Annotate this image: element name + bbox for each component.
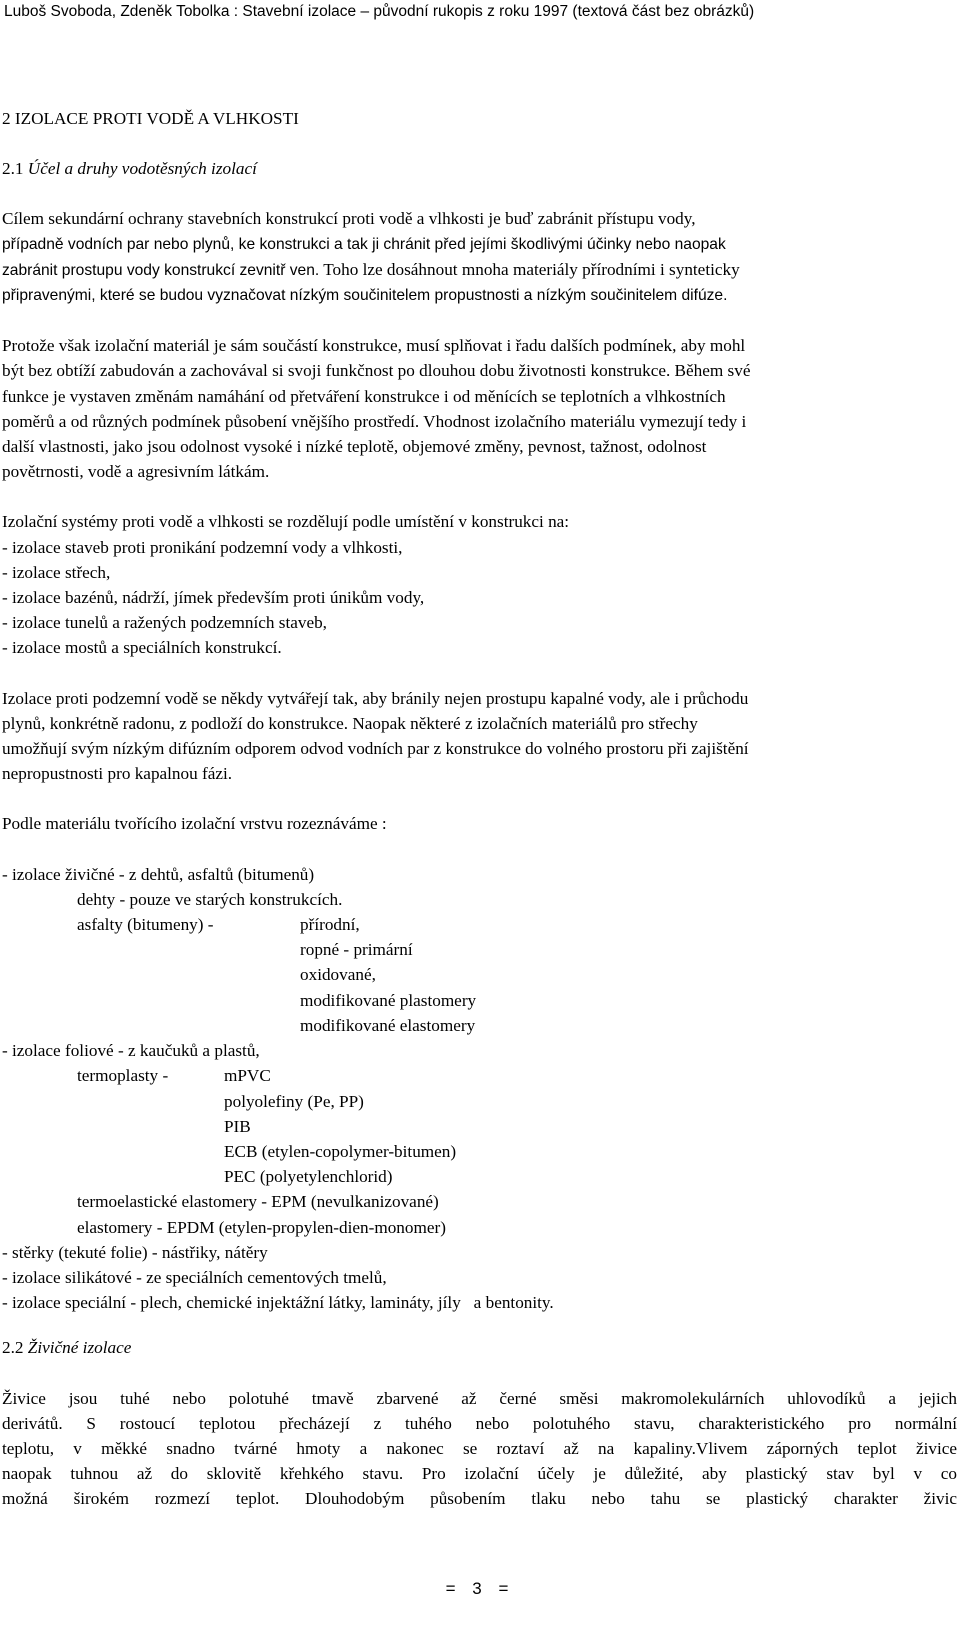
list-item: - izolace staveb proti pronikání podzemní vody a vlhkosti, — [2, 537, 403, 557]
list-item: - izolace střech, — [2, 562, 111, 582]
document-body — [2, 100, 957, 1512]
list-item: - izolace mostů a speciálních konstrukcí. — [2, 638, 282, 658]
text-line — [2, 257, 957, 283]
text-line: nepropustnosti pro kapalnou fázi. — [2, 764, 233, 784]
subsection-heading-2-2 — [2, 1335, 957, 1360]
materials-list — [2, 862, 957, 1316]
list-item: ropné - primární — [300, 940, 413, 960]
text-run: Toho lze dosáhnout mnoha materiály přírodními i synteticky — [319, 259, 740, 279]
list-item: - izolace bazénů, nádrží, jímek především proti únikům vody, — [2, 588, 425, 608]
text-line: Izolační systémy proti vodě a vlhkosti se rozdělují podle umístění v konstrukci na: — [2, 512, 570, 532]
list-item: modifikované elastomery — [300, 1015, 476, 1035]
list-item: PEC (polyetylenchlorid) — [224, 1167, 393, 1187]
running-header: Luboš Svoboda, Zdeněk Tobolka : Stavební izolace – původní rukopis z roku 1997 (textová část bez obrázků) — [4, 3, 755, 20]
text-line: funkce je vystaven změnám namáhání od přetváření konstrukce i od měnících se teplotních a vlhkostních — [2, 386, 726, 406]
text-line: plynů, konkrétně radonu, z podloží do konstrukce. Naopak některé z izolačních materiálů pro střechy — [2, 713, 698, 733]
paragraph-materials-intro: Podle materiálu tvořícího izolační vrstvu rozeznáváme : — [2, 814, 387, 834]
text-line: derivátů. S rostoucí teplotou přecházejí z tuhého nebo polotuhého stavu, charakteristického pro normální — [2, 1413, 957, 1433]
text-line: Izolace proti podzemní vodě se někdy vytvářejí tak, aby bránily nejen prostupu kapalné vody, ale i průchodu — [2, 688, 749, 708]
text-line: poměrů a od různých podmínek působení vnějšího prostředí. Vhodnost izolačního materiálu vymezují tedy i — [2, 411, 747, 431]
paragraph-bitumen — [2, 1386, 957, 1512]
page-number: = 3 = — [445, 1579, 515, 1598]
paragraph-requirements — [2, 333, 957, 484]
text-line: naopak tuhnou až do sklovitě křehkého stavu. Pro izolační účely je důležité, aby plastický stav byl v co — [2, 1464, 957, 1484]
text-line: případně vodních par nebo plynů, ke konstrukci a tak ji chránit před jejími škodlivými účinky nebo naopak — [2, 235, 726, 253]
text-line: Cílem sekundární ochrany stavebních konstrukcí proti vodě a vlhkosti je buď zabránit přístupu vody, — [2, 209, 696, 229]
list-item: - izolace živičné - z dehtů, asfaltů (bitumenů) — [2, 864, 315, 884]
text-line: Živice jsou tuhé nebo polotuhé tmavě zbarvené až černé směsi makromolekulárních uhlovodíků a jejich — [2, 1388, 957, 1408]
text-run: zabránit prostupu vody konstrukcí zevnitř ven. — [2, 261, 320, 279]
list-item: - izolace foliové - z kaučuků a plastů, — [2, 1041, 260, 1061]
text-line: připravenými, které se budou vyznačovat nízkým součinitelem propustnosti a nízkým součinitelem difúze. — [2, 287, 728, 305]
list-item: - izolace silikátové - ze speciálních cementových tmelů, — [2, 1267, 387, 1287]
text-line: teplotu, v měkké snadno tvárné hmoty a nakonec se roztaví až na kapaliny.Vlivem záporných teplot živice — [2, 1438, 957, 1458]
list-item: ECB (etylen-copolymer-bitumen) — [224, 1141, 457, 1161]
subsection-title: Účel a druhy vodotěsných izolací — [27, 159, 257, 179]
paragraph-systems — [2, 509, 957, 660]
subsection-number: 2.1 — [2, 159, 24, 179]
subsection-heading-2-1 — [2, 156, 957, 181]
section-title: 2 IZOLACE PROTI VODĚ A VLHKOSTI — [2, 109, 299, 128]
text-line: možná širokém rozmezí teplot. Dlouhodobým působením tlaku nebo tahu se plastický charakter živic — [2, 1489, 957, 1509]
text-line: Protože však izolační materiál je sám součástí konstrukce, musí splňovat i řadu dalších podmínek, aby mohl — [2, 336, 746, 356]
list-item: - izolace tunelů a ražených podzemních staveb, — [2, 613, 327, 633]
list-item: - stěrky (tekuté folie) - nástřiky, nátěry — [2, 1242, 268, 1262]
asphalt-row — [2, 912, 957, 937]
paragraph-purpose — [2, 206, 957, 308]
list-item: modifikované plastomery — [300, 990, 477, 1010]
list-item: - izolace speciální - plech, chemické injektážní látky, lamináty, jíly a bentonity. — [2, 1293, 554, 1313]
list-item: oxidované, — [300, 965, 376, 985]
text-line: být bez obtíží zabudován a zachovával si svoji funkčnost po dlouhou dobu životnosti konstrukce. Během své — [2, 361, 751, 381]
list-item: dehty - pouze ve starých konstrukcích. — [77, 889, 343, 909]
list-item: přírodní, — [300, 915, 360, 935]
list-label: asfalty (bitumeny) - — [77, 915, 214, 935]
thermoplast-row — [2, 1063, 957, 1088]
list-item: polyolefiny (Pe, PP) — [224, 1091, 364, 1111]
subsection-number: 2.2 — [2, 1338, 24, 1358]
text-line: povětrnosti, vodě a agresivním látkám. — [2, 462, 270, 482]
list-item: elastomery - EPDM (etylen-propylen-dien-monomer) — [77, 1217, 446, 1237]
text-line: další vlastnosti, jako jsou odolnost vysoké i nízké teplotě, objemové změny, pevnost, tažnost, odolnost — [2, 437, 707, 457]
list-item: termoelastické elastomery - EPM (nevulkanizované) — [77, 1192, 439, 1212]
list-item: mPVC — [224, 1066, 271, 1086]
list-label: termoplasty - — [77, 1066, 169, 1086]
list-item: PIB — [224, 1116, 251, 1136]
text-line: umožňují svým nízkým difúzním odporem odvod vodních par z konstrukce do volného prostoru při zajištění — [2, 739, 749, 759]
paragraph-groundwater — [2, 686, 957, 787]
subsection-title: Živičné izolace — [27, 1338, 132, 1358]
